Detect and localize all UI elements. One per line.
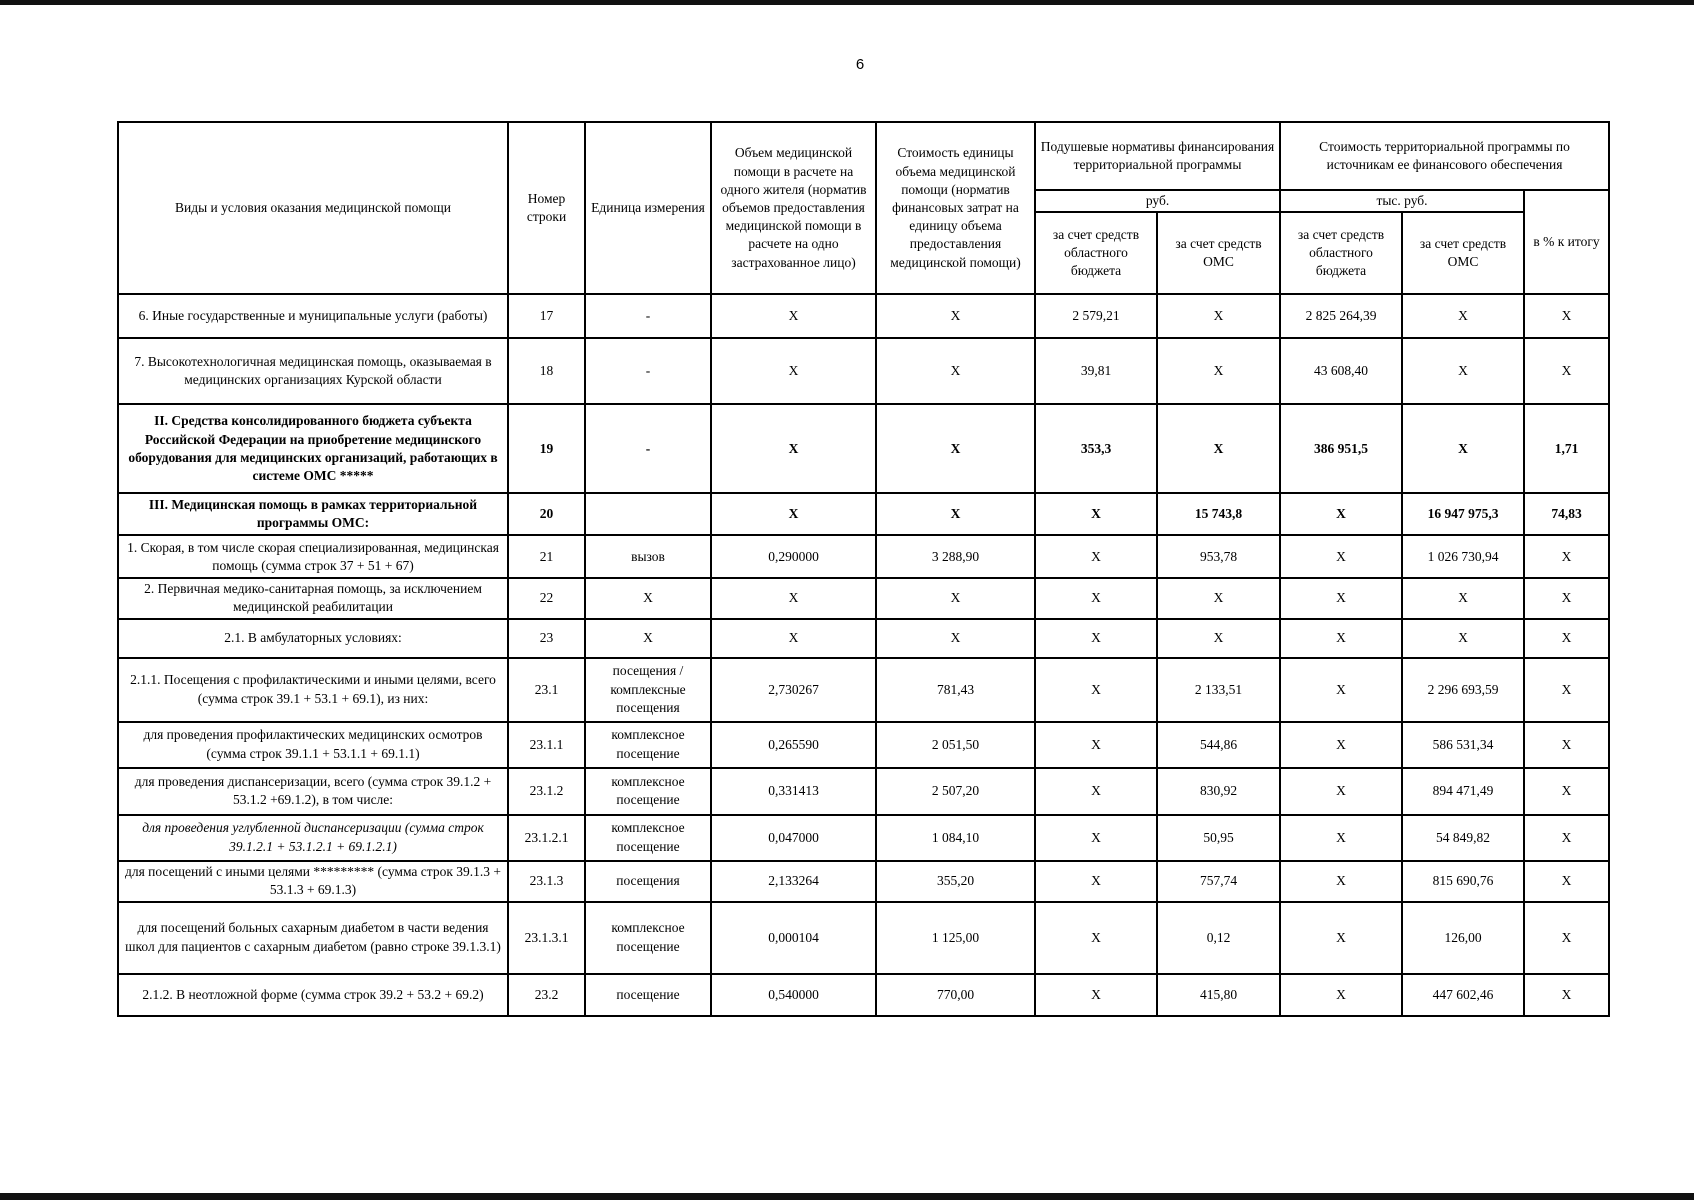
row-pr-oms: X: [1402, 338, 1524, 404]
bottom-scan-border: [0, 1193, 1694, 1200]
row-unit-cost: X: [876, 619, 1035, 658]
row-pc-budget: X: [1035, 974, 1157, 1016]
row-name: 2.1. В амбулаторных условиях:: [118, 619, 508, 658]
row-pr-oms: 894 471,49: [1402, 768, 1524, 815]
row-number: 17: [508, 294, 585, 338]
row-number: 23.1.1: [508, 722, 585, 768]
header-unit-rub: руб.: [1035, 190, 1280, 212]
row-pc-oms: 2 133,51: [1157, 658, 1280, 722]
header-pc-oms: за счет средств ОМС: [1157, 212, 1280, 294]
row-pc-budget: 39,81: [1035, 338, 1157, 404]
row-number: 18: [508, 338, 585, 404]
row-unit: посещения: [585, 861, 711, 902]
row-unit-cost: 1 084,10: [876, 815, 1035, 861]
row-unit-cost: X: [876, 294, 1035, 338]
row-pc-budget: X: [1035, 768, 1157, 815]
row-pr-budget: 2 825 264,39: [1280, 294, 1402, 338]
row-pr-budget: X: [1280, 535, 1402, 578]
row-volume: 0,265590: [711, 722, 876, 768]
row-percent: X: [1524, 658, 1609, 722]
row-pc-oms: 953,78: [1157, 535, 1280, 578]
row-number: 21: [508, 535, 585, 578]
row-name: для посещений больных сахарным диабетом в части ведения школ для пациентов с сахарным диабетом (равно строке 39.1.3.1): [118, 902, 508, 974]
row-pr-budget: X: [1280, 493, 1402, 535]
header-row-number: Номер строки: [508, 122, 585, 294]
row-pr-budget: X: [1280, 768, 1402, 815]
row-name: 1. Скорая, в том числе скорая специализированная, медицинская помощь (сумма строк 37 + 51 + 67): [118, 535, 508, 578]
header-pc-regional-budget: за счет средств областного бюджета: [1035, 212, 1157, 294]
row-pr-budget: X: [1280, 722, 1402, 768]
row-unit-cost: X: [876, 578, 1035, 618]
row-unit-cost: 1 125,00: [876, 902, 1035, 974]
row-pc-budget: 353,3: [1035, 404, 1157, 493]
header-per-capita: Подушевые нормативы финансирования территориальной программы: [1035, 122, 1280, 190]
table-row: [118, 404, 1609, 493]
row-number: 23.1.3: [508, 861, 585, 902]
row-pc-budget: X: [1035, 658, 1157, 722]
page-number: 6: [855, 56, 865, 73]
row-volume: 0,331413: [711, 768, 876, 815]
row-name: 2. Первичная медико-санитарная помощь, за исключением медицинской реабилитации: [118, 578, 508, 618]
row-name: III. Медицинская помощь в рамках территориальной программы ОМС:: [118, 493, 508, 535]
row-number: 23: [508, 619, 585, 658]
row-pc-budget: X: [1035, 535, 1157, 578]
row-percent: X: [1524, 768, 1609, 815]
header-types: Виды и условия оказания медицинской помощи: [118, 122, 508, 294]
row-percent: X: [1524, 902, 1609, 974]
row-number: 23.2: [508, 974, 585, 1016]
row-volume: X: [711, 404, 876, 493]
table-row: [118, 294, 1609, 338]
row-percent: X: [1524, 338, 1609, 404]
row-pc-oms: X: [1157, 578, 1280, 618]
row-pr-budget: X: [1280, 902, 1402, 974]
row-unit-cost: 2 507,20: [876, 768, 1035, 815]
table-row: [118, 535, 1609, 578]
row-volume: 0,540000: [711, 974, 876, 1016]
table-row: [118, 902, 1609, 974]
row-number: 23.1.2: [508, 768, 585, 815]
row-percent: X: [1524, 722, 1609, 768]
row-unit: комплексное посещение: [585, 768, 711, 815]
row-volume: 0,047000: [711, 815, 876, 861]
row-pc-oms: 830,92: [1157, 768, 1280, 815]
row-pr-budget: X: [1280, 974, 1402, 1016]
table-row: [118, 578, 1609, 618]
row-pc-budget: X: [1035, 578, 1157, 618]
row-pr-budget: X: [1280, 815, 1402, 861]
row-name: 2.1.2. В неотложной форме (сумма строк 39.2 + 53.2 + 69.2): [118, 974, 508, 1016]
header-unit: Единица измерения: [585, 122, 711, 294]
row-pc-oms: X: [1157, 294, 1280, 338]
header-pr-oms: за счет средств ОМС: [1402, 212, 1524, 294]
row-pr-budget: X: [1280, 578, 1402, 618]
row-volume: X: [711, 338, 876, 404]
row-pr-oms: 815 690,76: [1402, 861, 1524, 902]
row-unit: вызов: [585, 535, 711, 578]
table-row: [118, 815, 1609, 861]
header-unit-cost: Стоимость единицы объема медицинской помощи (норматив финансовых затрат на единицу объема предоставления медицинской помощи): [876, 122, 1035, 294]
table-row: [118, 493, 1609, 535]
row-name: 2.1.1. Посещения с профилактическими и иными целями, всего (сумма строк 39.1 + 53.1 + 69.1), из них:: [118, 658, 508, 722]
row-name: II. Средства консолидированного бюджета субъекта Российской Федерации на приобретение медицинского оборудования для медицинских организаций, работающих в системе ОМС *****: [118, 404, 508, 493]
row-pr-budget: X: [1280, 861, 1402, 902]
row-percent: 74,83: [1524, 493, 1609, 535]
row-name: 7. Высокотехнологичная медицинская помощь, оказываемая в медицинских организациях Курской области: [118, 338, 508, 404]
row-pc-oms: 0,12: [1157, 902, 1280, 974]
row-pc-oms: X: [1157, 619, 1280, 658]
row-percent: X: [1524, 294, 1609, 338]
row-pc-budget: X: [1035, 722, 1157, 768]
row-pc-budget: X: [1035, 902, 1157, 974]
row-volume: 0,000104: [711, 902, 876, 974]
row-name: для проведения углубленной диспансеризации (сумма строк 39.1.2.1 + 53.1.2.1 + 69.1.2.1): [118, 815, 508, 861]
row-unit: комплексное посещение: [585, 722, 711, 768]
row-percent: X: [1524, 815, 1609, 861]
row-unit: комплексное посещение: [585, 902, 711, 974]
row-number: 20: [508, 493, 585, 535]
row-pc-budget: X: [1035, 815, 1157, 861]
row-volume: 0,290000: [711, 535, 876, 578]
row-pr-oms: 126,00: [1402, 902, 1524, 974]
row-name: для проведения диспансеризации, всего (сумма строк 39.1.2 + 53.1.2 +69.1.2), в том числе:: [118, 768, 508, 815]
row-unit: посещение: [585, 974, 711, 1016]
row-pr-budget: X: [1280, 619, 1402, 658]
row-volume: X: [711, 619, 876, 658]
row-unit: посещения / комплексные посещения: [585, 658, 711, 722]
row-pc-budget: X: [1035, 619, 1157, 658]
row-number: 22: [508, 578, 585, 618]
row-unit: X: [585, 619, 711, 658]
header-percent-total: в % к итогу: [1524, 190, 1609, 294]
row-unit: X: [585, 578, 711, 618]
row-volume: 2,730267: [711, 658, 876, 722]
row-unit-cost: X: [876, 404, 1035, 493]
row-unit-cost: 781,43: [876, 658, 1035, 722]
row-percent: 1,71: [1524, 404, 1609, 493]
row-name: для проведения профилактических медицинских осмотров (сумма строк 39.1.1 + 53.1.1 + 69.1.1): [118, 722, 508, 768]
row-pc-oms: 415,80: [1157, 974, 1280, 1016]
header-pr-regional-budget: за счет средств областного бюджета: [1280, 212, 1402, 294]
row-name: для посещений с иными целями ********* (сумма строк 39.1.3 + 53.1.3 + 69.1.3): [118, 861, 508, 902]
row-pr-budget: 386 951,5: [1280, 404, 1402, 493]
header-unit-thousand-rub: тыс. руб.: [1280, 190, 1524, 212]
row-pr-oms: 447 602,46: [1402, 974, 1524, 1016]
row-pr-budget: 43 608,40: [1280, 338, 1402, 404]
row-unit-cost: 770,00: [876, 974, 1035, 1016]
row-unit-cost: 2 051,50: [876, 722, 1035, 768]
table-row: [118, 619, 1609, 658]
row-number: 23.1.2.1: [508, 815, 585, 861]
row-pr-oms: X: [1402, 404, 1524, 493]
table-row: [118, 658, 1609, 722]
table-row: [118, 722, 1609, 768]
row-pr-oms: 1 026 730,94: [1402, 535, 1524, 578]
row-pc-budget: X: [1035, 493, 1157, 535]
row-pc-oms: X: [1157, 404, 1280, 493]
row-pr-oms: X: [1402, 578, 1524, 618]
row-number: 19: [508, 404, 585, 493]
row-pc-oms: 15 743,8: [1157, 493, 1280, 535]
row-percent: X: [1524, 974, 1609, 1016]
row-unit-cost: X: [876, 493, 1035, 535]
row-volume: X: [711, 578, 876, 618]
row-name: 6. Иные государственные и муниципальные услуги (работы): [118, 294, 508, 338]
row-unit: комплексное посещение: [585, 815, 711, 861]
row-pc-budget: 2 579,21: [1035, 294, 1157, 338]
top-scan-border: [0, 0, 1694, 5]
row-pc-oms: 50,95: [1157, 815, 1280, 861]
row-pc-oms: X: [1157, 338, 1280, 404]
row-pr-oms: 586 531,34: [1402, 722, 1524, 768]
row-unit-cost: 355,20: [876, 861, 1035, 902]
row-volume: X: [711, 294, 876, 338]
row-unit: -: [585, 294, 711, 338]
table-row: [118, 974, 1609, 1016]
row-pr-budget: X: [1280, 658, 1402, 722]
row-pr-oms: X: [1402, 294, 1524, 338]
row-unit: [585, 493, 711, 535]
medical-care-cost-table: [117, 121, 1610, 1017]
row-pr-oms: 16 947 975,3: [1402, 493, 1524, 535]
row-percent: X: [1524, 535, 1609, 578]
row-pc-oms: 544,86: [1157, 722, 1280, 768]
row-pc-oms: 757,74: [1157, 861, 1280, 902]
row-percent: X: [1524, 861, 1609, 902]
table-row: [118, 768, 1609, 815]
row-pr-oms: X: [1402, 619, 1524, 658]
row-pr-oms: 54 849,82: [1402, 815, 1524, 861]
row-number: 23.1: [508, 658, 585, 722]
header-program-cost: Стоимость территориальной программы по источникам ее финансового обеспечения: [1280, 122, 1609, 190]
header-volume: Объем медицинской помощи в расчете на одного жителя (норматив объемов предоставления медицинской помощи в расчете на одно застрахованное лицо): [711, 122, 876, 294]
row-percent: X: [1524, 578, 1609, 618]
row-volume: X: [711, 493, 876, 535]
row-percent: X: [1524, 619, 1609, 658]
row-unit: -: [585, 338, 711, 404]
table-row: [118, 861, 1609, 902]
row-unit-cost: 3 288,90: [876, 535, 1035, 578]
row-pc-budget: X: [1035, 861, 1157, 902]
row-volume: 2,133264: [711, 861, 876, 902]
row-number: 23.1.3.1: [508, 902, 585, 974]
row-unit: -: [585, 404, 711, 493]
table-row: [118, 338, 1609, 404]
row-pr-oms: 2 296 693,59: [1402, 658, 1524, 722]
row-unit-cost: X: [876, 338, 1035, 404]
